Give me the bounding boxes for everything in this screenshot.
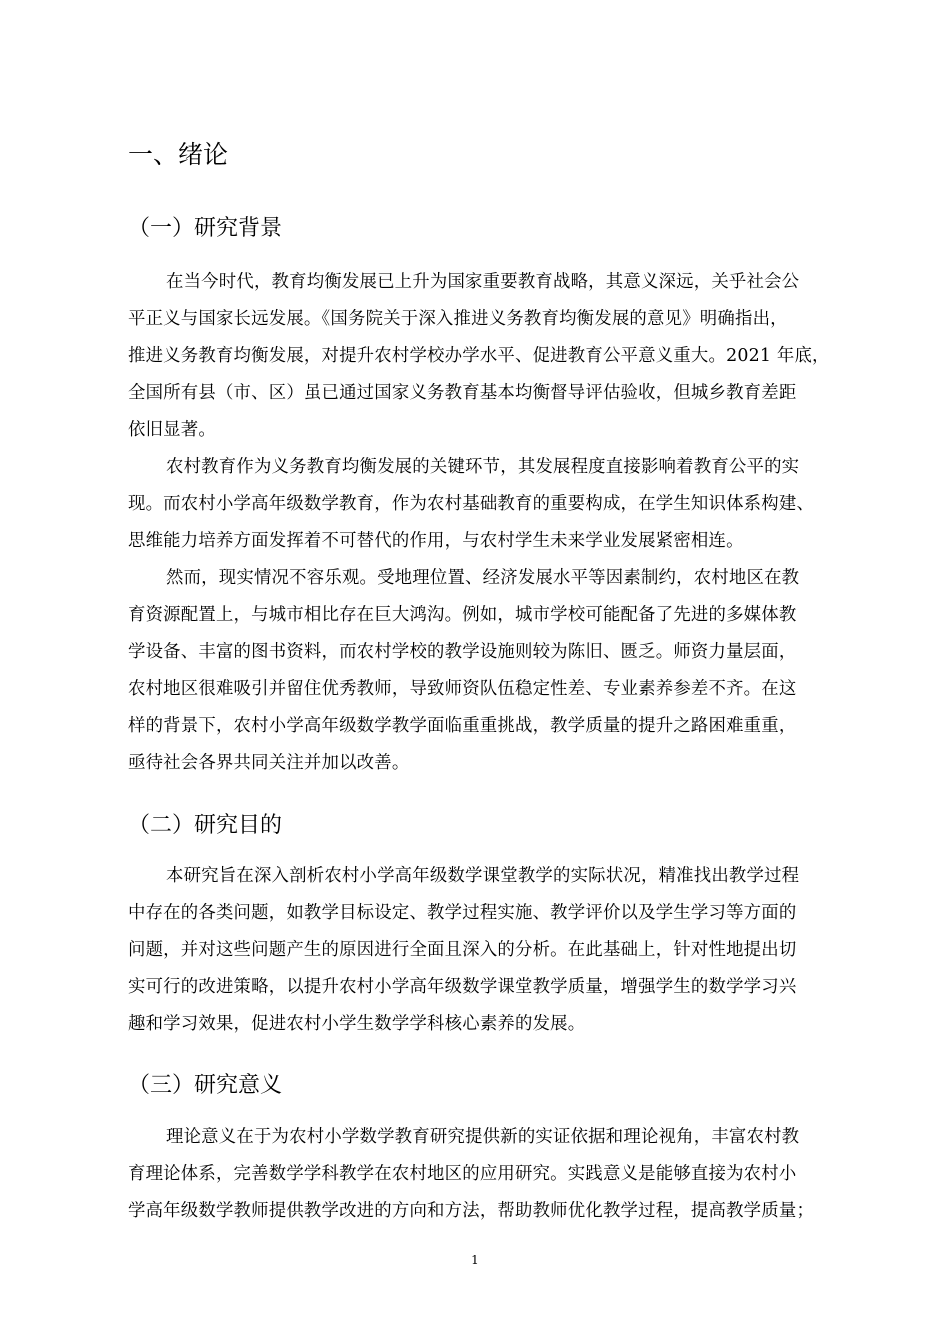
text-line: 然而，现实情况不容乐观。受地理位置、经济发展水平等因素制约，农村地区在教	[166, 568, 800, 588]
text-line: 理论意义在于为农村小学数学教育研究提供新的实证依据和理论视角，丰富农村教	[166, 1127, 800, 1147]
text-line: 现。而农村小学高年级数学教育，作为农村基础教育的重要构成，在学生知识体系构建、	[128, 494, 815, 514]
text-line: 全国所有县（市、区）虽已通过国家义务教育基本均衡督导评估验收，但城乡教育差距	[128, 383, 797, 403]
paragraph-background-1	[128, 264, 888, 449]
section-heading-background: （一）研究背景	[128, 216, 283, 241]
text-line: 农村教育作为义务教育均衡发展的关键环节，其发展程度直接影响着教育公平的实	[166, 457, 800, 477]
text-line: 中存在的各类问题，如教学目标设定、教学过程实施、教学评价以及学生学习等方面的	[128, 903, 797, 923]
section-heading-purpose: （二）研究目的	[128, 813, 283, 838]
text-line: 依旧显著。	[128, 420, 216, 440]
text-line: 样的背景下，农村小学高年级数学教学面临重重挑战，教学质量的提升之路困难重重，	[128, 716, 797, 736]
text-line: 本研究旨在深入剖析农村小学高年级数学课堂教学的实际状况，精准找出教学过程	[166, 866, 800, 886]
text-line: 亟待社会各界共同关注并加以改善。	[128, 753, 410, 773]
text-line: 思维能力培养方面发挥着不可替代的作用，与农村学生未来学业发展紧密相连。	[128, 531, 744, 551]
text-line: 趣和学习效果，促进农村小学生数学学科核心素养的发展。	[128, 1014, 586, 1034]
text-line: 学设备、丰富的图书资料，而农村学校的教学设施则较为陈旧、匮乏。师资力量层面，	[128, 642, 797, 662]
text-line: 育资源配置上，与城市相比存在巨大鸿沟。例如，城市学校可能配备了先进的多媒体教	[128, 605, 797, 625]
chapter-heading: 一、绪论	[128, 140, 229, 169]
text-line: 在当今时代，教育均衡发展已上升为国家重要教育战略，其意义深远，关乎社会公	[166, 272, 800, 292]
section-heading-significance: （三）研究意义	[128, 1073, 283, 1098]
paragraph-background-2	[128, 449, 888, 560]
text-line: 平正义与国家长远发展。《国务院关于深入推进义务教育均衡发展的意见》明确指出，	[128, 309, 788, 329]
text-line: 农村地区很难吸引并留住优秀教师，导致师资队伍稳定性差、专业素养参差不齐。在这	[128, 679, 797, 699]
text-line: 问题，并对这些问题产生的原因进行全面且深入的分析。在此基础上，针对性地提出切	[128, 940, 797, 960]
text-line: 实可行的改进策略，以提升农村小学高年级数学课堂教学质量，增强学生的数学学习兴	[128, 977, 797, 997]
paragraph-purpose	[128, 858, 888, 1043]
text-line: 育理论体系，完善数学学科教学在农村地区的应用研究。实践意义是能够直接为农村小	[128, 1164, 797, 1184]
page-number: 1	[471, 1253, 479, 1267]
paragraph-background-3	[128, 560, 888, 782]
text-line: 学高年级数学教师提供教学改进的方向和方法，帮助教师优化教学过程，提高教学质量；	[128, 1201, 815, 1221]
paragraph-significance	[128, 1119, 888, 1230]
text-line: 推进义务教育均衡发展，对提升农村学校办学水平、促进教育公平意义重大。2021 年底，	[128, 346, 830, 366]
